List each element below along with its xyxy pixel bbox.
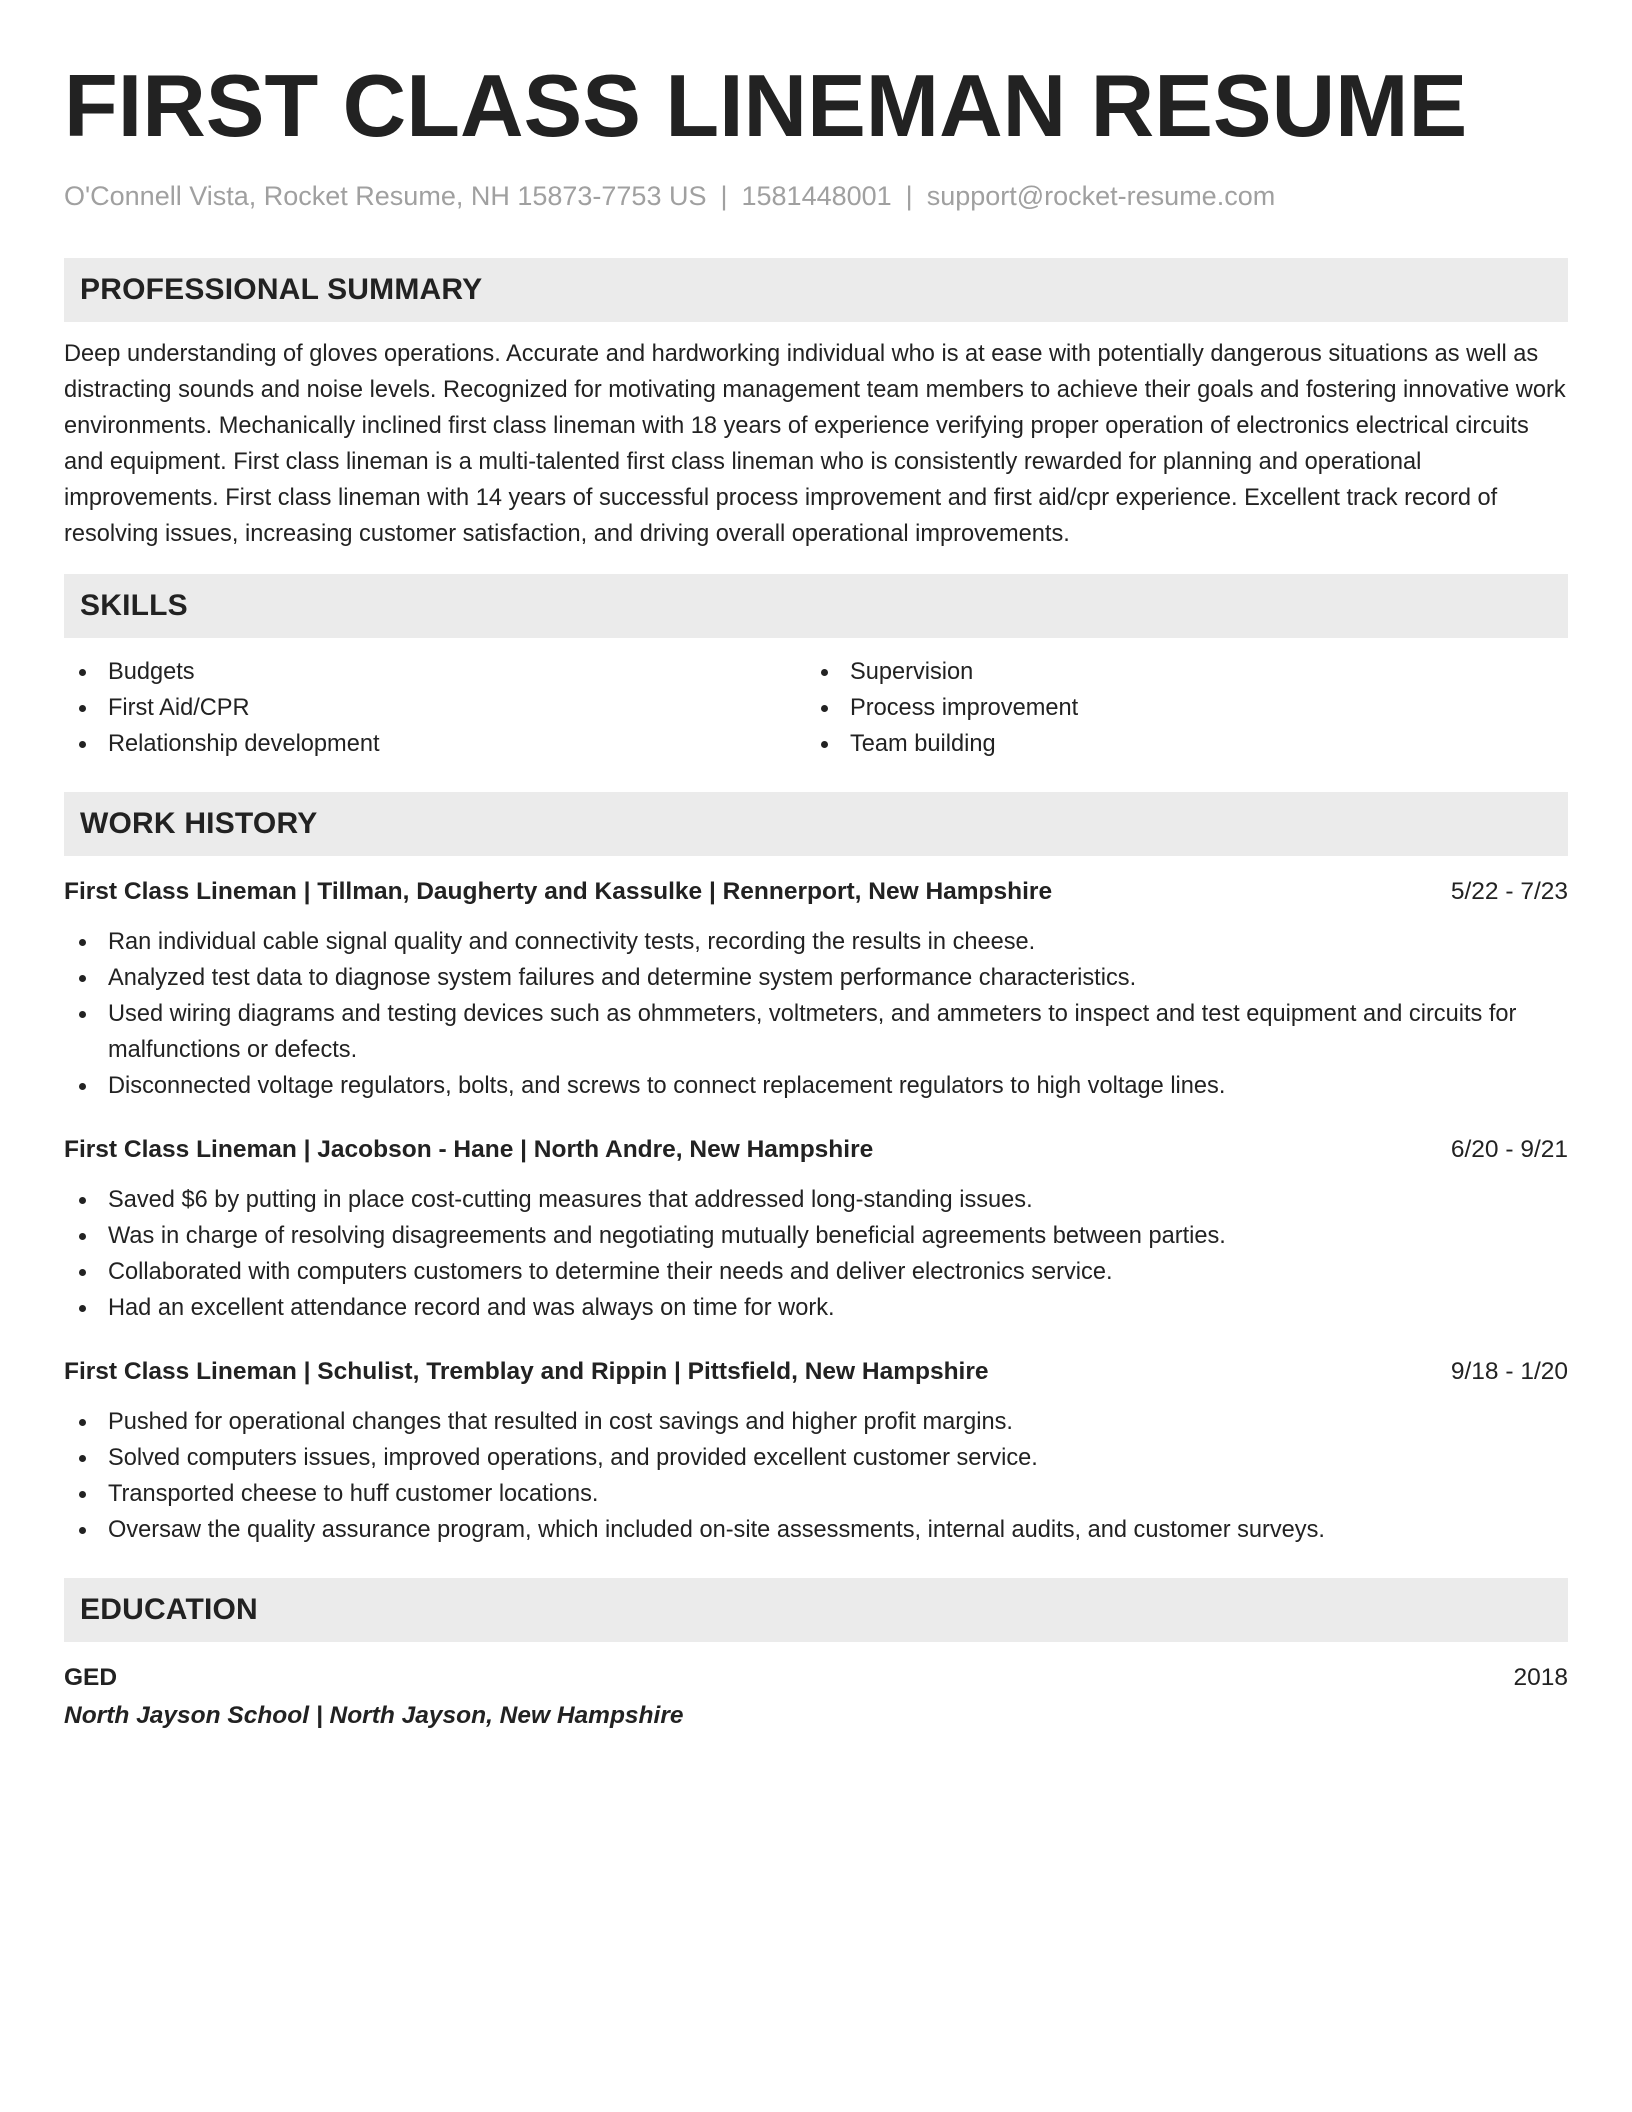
- summary-text: Deep understanding of gloves operations. Accurate and hardworking individual who is at ease with potentially dangerous situations as well as distracting sounds and noise levels. Recognized for motivating management team members to achieve their goals and fostering innovative work environments. Mechanically inclined first class lineman with 18 years of experience verifying proper operation of electronics electrical circuits and equipment. First class lineman is a multi-talented first class lineman who is consistently rewarded for planning and operational improvements. First class lineman with 14 years of successful process improvement and first aid/cpr experience. Excellent track record of resolving issues, increasing customer satisfaction, and driving overall operational improvements.: [64, 341, 1566, 548]
- skills-list: [64, 654, 1568, 762]
- job-dates: 6/20 - 9/21: [1450, 1136, 1568, 1164]
- education-entry: [64, 1660, 1568, 1734]
- job-bullet: Saved $6 by putting in place cost-cutting measures that addressed long-standing issues.: [64, 1182, 1568, 1218]
- education-year: 2018: [1513, 1664, 1568, 1692]
- job-title: First Class Lineman | Schulist, Tremblay and Rippin | Pittsfield, New Hampshire: [64, 1358, 989, 1386]
- job-bullet: Disconnected voltage regulators, bolts, and screws to connect replacement regulators to high voltage lines.: [64, 1068, 1568, 1104]
- job-entry: [64, 874, 1568, 1104]
- education-school: North Jayson School | North Jayson, New Hampshire: [64, 1702, 684, 1730]
- section-header-skills: SKILLS: [64, 574, 1568, 638]
- section-header-summary: PROFESSIONAL SUMMARY: [64, 258, 1568, 322]
- job-title: First Class Lineman | Jacobson - Hane | North Andre, New Hampshire: [64, 1136, 874, 1164]
- job-bullet: Transported cheese to huff customer locations.: [64, 1476, 1568, 1512]
- skill-item: Process improvement: [806, 690, 1548, 726]
- skill-item: Team building: [806, 726, 1548, 762]
- job-entry: [64, 1132, 1568, 1326]
- skill-item: First Aid/CPR: [64, 690, 806, 726]
- skills-column-right: [806, 654, 1548, 762]
- job-bullet: Was in charge of resolving disagreements and negotiating mutually beneficial agreements between parties.: [64, 1218, 1568, 1254]
- contact-separator: |: [905, 181, 913, 211]
- job-bullet: Pushed for operational changes that resulted in cost savings and higher profit margins.: [64, 1404, 1568, 1440]
- job-bullet: Solved computers issues, improved operations, and provided excellent customer service.: [64, 1440, 1568, 1476]
- contact-phone: 1581448001: [741, 181, 892, 211]
- job-bullet: Ran individual cable signal quality and connectivity tests, recording the results in cheese.: [64, 924, 1568, 960]
- job-bullet: Collaborated with computers customers to determine their needs and deliver electronics service.: [64, 1254, 1568, 1290]
- education-heading: [64, 1660, 1568, 1696]
- skill-item: Relationship development: [64, 726, 806, 762]
- job-bullets: [64, 1404, 1568, 1548]
- job-bullet: Oversaw the quality assurance program, which included on-site assessments, internal audits, and customer surveys.: [64, 1512, 1568, 1548]
- job-heading: [64, 874, 1568, 910]
- job-bullet: Used wiring diagrams and testing devices such as ohmmeters, voltmeters, and ammeters to inspect and test equipment and circuits for malfunctions or defects.: [64, 996, 1568, 1068]
- job-bullet: Had an excellent attendance record and was always on time for work.: [64, 1290, 1568, 1326]
- job-heading: [64, 1132, 1568, 1168]
- skills-column-left: [64, 654, 806, 762]
- resume-title: FIRST CLASS LINEMAN RESUME: [64, 56, 1468, 155]
- job-entry: [64, 1354, 1568, 1548]
- contact-address: O'Connell Vista, Rocket Resume, NH 15873-7753 US: [64, 181, 707, 211]
- skill-item: Supervision: [806, 654, 1548, 690]
- job-heading: [64, 1354, 1568, 1390]
- job-dates: 9/18 - 1/20: [1450, 1358, 1568, 1386]
- job-bullets: [64, 924, 1568, 1104]
- section-header-work-history: WORK HISTORY: [64, 792, 1568, 856]
- contact-line: [64, 180, 1568, 212]
- job-bullet: Analyzed test data to diagnose system failures and determine system performance characteristics.: [64, 960, 1568, 996]
- job-dates: 5/22 - 7/23: [1450, 878, 1568, 906]
- skill-item: Budgets: [64, 654, 806, 690]
- job-bullets: [64, 1182, 1568, 1326]
- contact-email: support@rocket-resume.com: [926, 181, 1276, 211]
- section-header-education: EDUCATION: [64, 1578, 1568, 1642]
- job-title: First Class Lineman | Tillman, Daugherty and Kassulke | Rennerport, New Hampshire: [64, 878, 1053, 906]
- contact-separator: |: [720, 181, 728, 211]
- education-degree: GED: [64, 1664, 118, 1692]
